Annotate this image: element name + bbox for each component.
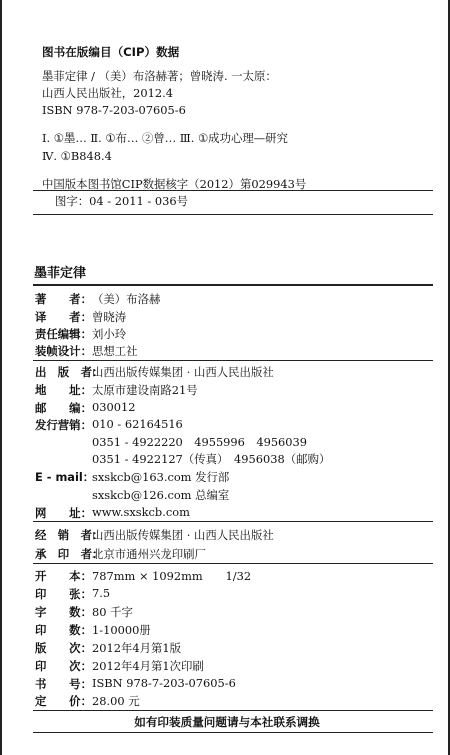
spec-label: 版 次： bbox=[35, 641, 92, 655]
book-title: 墨菲定律 bbox=[34, 266, 87, 281]
credit-value: 曾晓涛 bbox=[92, 310, 127, 324]
distributor-label: 经 销 者： bbox=[35, 528, 104, 542]
address-row bbox=[35, 382, 198, 398]
email-label: E - mail： bbox=[35, 470, 95, 484]
credit-row bbox=[35, 343, 138, 359]
spec-value: 28.00 元 bbox=[92, 694, 140, 708]
credit-value: 刘小玲 bbox=[92, 327, 127, 341]
spec-label: 定 价： bbox=[35, 694, 92, 708]
distributor-value: 山西出版传媒集团 · 山西人民出版社 bbox=[92, 528, 274, 542]
divider bbox=[33, 732, 433, 733]
credit-row bbox=[35, 309, 127, 325]
spec-row bbox=[35, 640, 182, 656]
website-row bbox=[35, 505, 190, 521]
spec-row bbox=[35, 693, 140, 709]
sales-row bbox=[35, 417, 183, 433]
divider bbox=[33, 521, 433, 522]
address-label: 地 址： bbox=[35, 383, 92, 397]
publisher-row bbox=[35, 364, 274, 380]
spec-value: 787mm × 1092mm 1/32 bbox=[92, 569, 252, 583]
email-value: sxskcb@163.com 发行部 bbox=[92, 470, 230, 484]
credit-row bbox=[35, 326, 127, 342]
divider bbox=[33, 563, 433, 564]
website-label: 网 址： bbox=[35, 506, 92, 520]
divider bbox=[33, 214, 433, 215]
printer-label: 承 印 者： bbox=[35, 547, 104, 561]
cip-line: ISBN 978-7-203-07605-6 bbox=[42, 103, 186, 117]
credit-label: 责任编辑： bbox=[35, 327, 92, 341]
cip-line: 中国版本图书馆CIP数据核字（2012）第029943号 bbox=[42, 177, 307, 191]
phone-line: 0351 - 4922127（传真） 4956038（邮购） bbox=[92, 452, 331, 466]
spec-row bbox=[35, 568, 252, 584]
cip-block bbox=[42, 44, 437, 193]
cip-line: Ⅰ. ①墨… Ⅱ. ①布… ②曾… Ⅲ. ①成功心理—研究 bbox=[42, 131, 288, 145]
zip-row bbox=[35, 400, 136, 416]
divider bbox=[33, 710, 433, 711]
spec-row bbox=[35, 622, 151, 638]
zip-label: 邮 编： bbox=[35, 401, 92, 415]
printer-value: 北京市通州兴龙印刷厂 bbox=[92, 547, 206, 561]
divider bbox=[33, 360, 433, 361]
credit-label: 装帧设计： bbox=[35, 344, 92, 358]
spec-label: 开 本： bbox=[35, 569, 92, 583]
divider bbox=[33, 190, 433, 191]
cip-heading: 图书在版编目（CIP）数据 bbox=[42, 45, 180, 59]
spec-row bbox=[35, 658, 204, 674]
address-value: 太原市建设南路21号 bbox=[92, 383, 198, 397]
copyright-registration: 图字：04 - 2011 - 036号 bbox=[55, 194, 188, 208]
spec-row bbox=[35, 604, 133, 620]
sales-value: 010 - 62164516 bbox=[92, 417, 183, 431]
email-row bbox=[35, 469, 230, 485]
spec-value: 2012年4月第1次印刷 bbox=[92, 659, 204, 673]
spec-label: 书 号： bbox=[35, 677, 92, 691]
spec-label: 印 次： bbox=[35, 659, 92, 673]
spec-value: 7.5 bbox=[92, 586, 111, 600]
divider bbox=[33, 284, 433, 286]
spec-value: 1-10000册 bbox=[92, 623, 151, 637]
spec-value: ISBN 978-7-203-07605-6 bbox=[92, 676, 236, 690]
quality-notice: 如有印装质量问题请与本社联系调换 bbox=[134, 715, 320, 729]
spec-value: 2012年4月第1版 bbox=[92, 641, 182, 655]
zip-value: 030012 bbox=[92, 400, 136, 414]
credit-value: 思想工社 bbox=[92, 344, 138, 358]
credit-label: 译 者： bbox=[35, 310, 92, 324]
printer-row bbox=[35, 546, 206, 562]
spec-row bbox=[35, 586, 111, 602]
credit-row bbox=[35, 291, 161, 307]
cip-line: Ⅳ. ①B848.4 bbox=[42, 149, 112, 163]
phone-line: 0351 - 4922220 4955996 4956039 bbox=[92, 435, 308, 449]
spec-label: 印 数： bbox=[35, 623, 92, 637]
publisher-label: 出 版 者： bbox=[35, 365, 104, 379]
cip-line: 墨菲定律 / （美）布洛赫著；曾晓涛. 一太原： bbox=[42, 69, 277, 83]
distributor-row bbox=[35, 527, 274, 543]
cip-line: 山西人民出版社，2012.4 bbox=[42, 86, 173, 100]
spec-label: 字 数： bbox=[35, 605, 92, 619]
spec-row bbox=[35, 676, 236, 692]
publisher-value: 山西出版传媒集团 · 山西人民出版社 bbox=[92, 365, 274, 379]
email-line: sxskcb@126.com 总编室 bbox=[92, 488, 230, 502]
sales-label: 发行营销： bbox=[35, 418, 92, 432]
website-value: www.sxskcb.com bbox=[92, 505, 190, 519]
credit-label: 著 者： bbox=[35, 292, 92, 306]
credit-value: （美）布洛赫 bbox=[92, 292, 161, 306]
spec-value: 80 千字 bbox=[92, 605, 133, 619]
spec-label: 印 张： bbox=[35, 587, 92, 601]
